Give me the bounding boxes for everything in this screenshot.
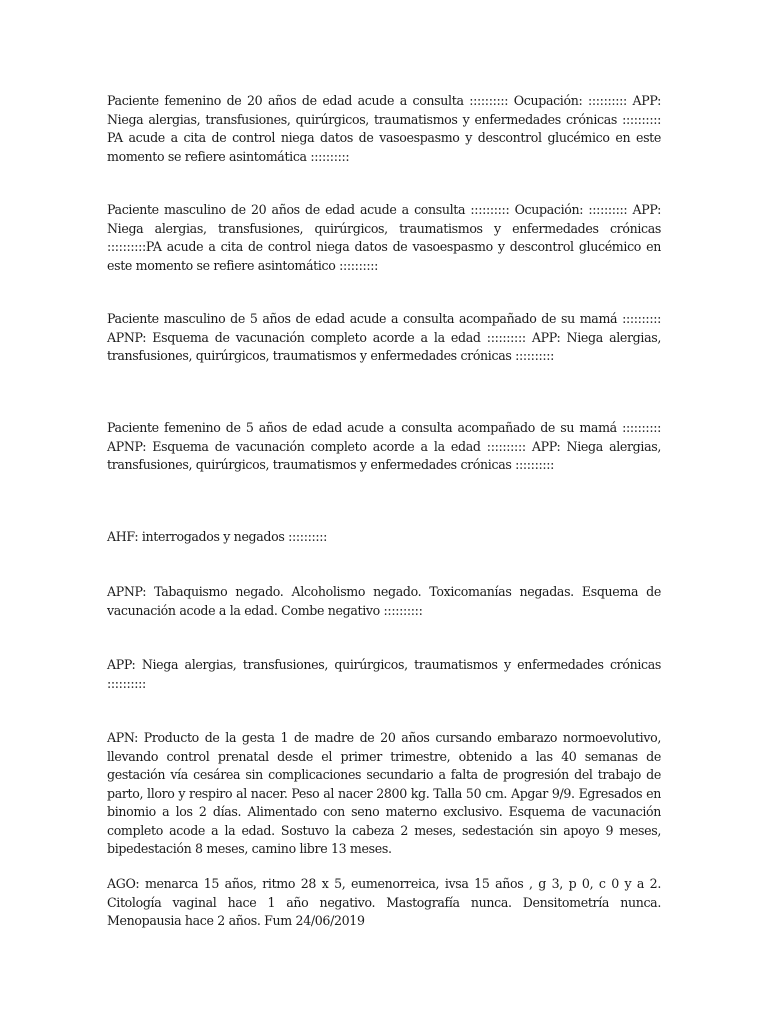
- paragraph-male-20-consult: Paciente masculino de 20 años de edad acude a consulta :::::::::: Ocupación: :::::::::: APP: Niega alergias, transfusiones, quirúrgicos, traumatismos y enfermedades crónicas ::::::::::PA acude a cita de control niega datos de vasoespasmo y descontrol glucémico en este momento se refiere asintomático ::::::::::: [107, 202, 661, 273]
- paragraph-app: APP: Niega alergias, transfusiones, quirúrgicos, traumatismos y enfermedades crónicas ::::::::::: [107, 657, 661, 691]
- paragraph-ahf: AHF: interrogados y negados ::::::::::: [107, 529, 328, 544]
- paragraph-male-5-consult: Paciente masculino de 5 años de edad acude a consulta acompañado de su mamá :::::::::: APNP: Esquema de vacunación completo acorde a la edad :::::::::: APP: Niega alergias, transfusiones, quirúrgicos, traumatismos y enfermedades crónicas ::::::::::: [107, 311, 661, 363]
- paragraph-apn: APN: Producto de la gesta 1 de madre de 20 años cursando embarazo normoevolutivo, llevando control prenatal desde el primer trimestre, obtenido a las 40 semanas de gestación vía cesárea sin complicaciones secundario a falta de progresión del trabajo de parto, lloro y respiro al nacer. Peso al nacer 2800 kg. Talla 50 cm. Apgar 9/9. Egresados en binomio a los 2 días. Alimentado con seno materno exclusivo. Esquema de vacunación completo acode a la edad. Sostuvo la cabeza 2 meses, sedestación sin apoyo 9 meses, bipedestación 8 meses, camino libre 13 meses.: [107, 730, 661, 856]
- paragraph-female-20-consult: Paciente femenino de 20 años de edad acude a consulta :::::::::: Ocupación: :::::::::: APP: Niega alergias, transfusiones, quirúrgicos, traumatismos y enfermedades crónicas :::::::::: PA acude a cita de control niega datos de vasoespasmo y descontrol glucémico en este momento se refiere asintomática ::::::::::: [107, 93, 661, 164]
- paragraph-female-5-consult: Paciente femenino de 5 años de edad acude a consulta acompañado de su mamá :::::::::: APNP: Esquema de vacunación completo acorde a la edad :::::::::: APP: Niega alergias, transfusiones, quirúrgicos, traumatismos y enfermedades crónicas ::::::::::: [107, 420, 661, 472]
- paragraph-apnp: APNP: Tabaquismo negado. Alcoholismo negado. Toxicomanías negadas. Esquema de vacunación acode a la edad. Combe negativo ::::::::::: [107, 584, 661, 618]
- paragraph-ago: AGO: menarca 15 años, ritmo 28 x 5, eumenorreica, ivsa 15 años , g 3, p 0, c 0 y a 2. Citología vaginal hace 1 año negativo. Mastografía nunca. Densitometría nunca. Menopausia hace 2 años. Fum 24/06/2019: [107, 876, 661, 928]
